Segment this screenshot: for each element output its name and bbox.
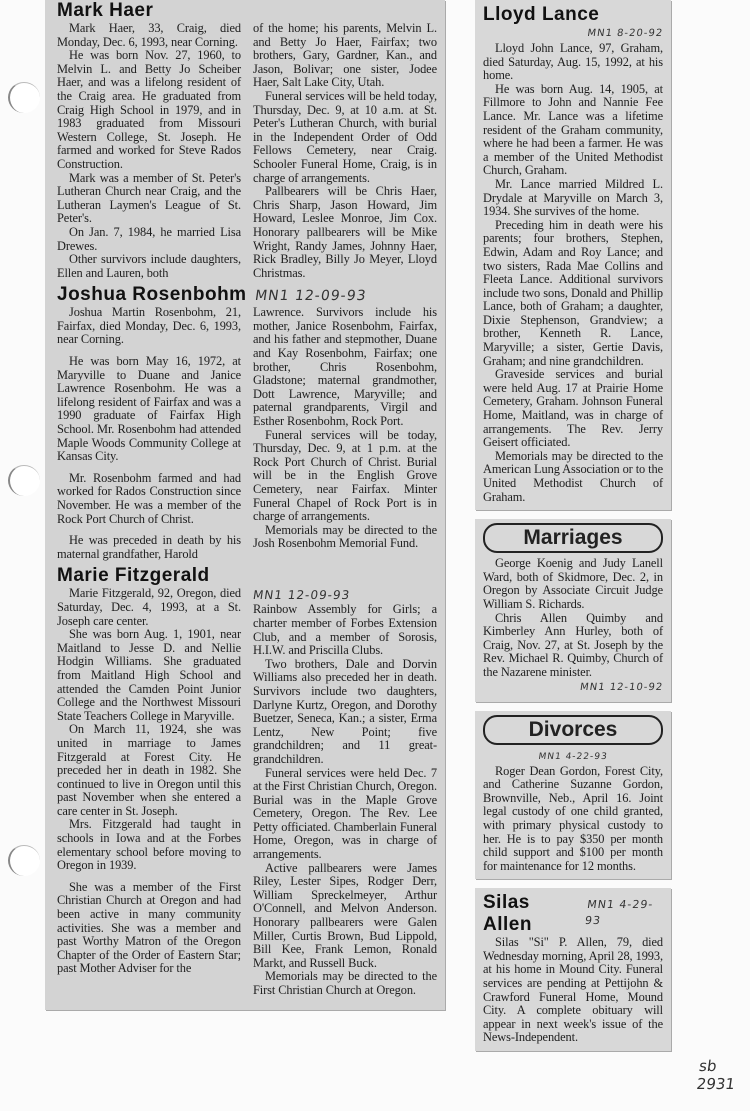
paragraph: Mark was a member of St. Peter's Lutheran Church near Craig, and the Lutheran Laymen's League of St. Peter's. [57,170,241,226]
punch-hole [8,465,40,496]
paragraph: Active pallbearers were James Riley, Lester Sipes, Rodger Derr, William Spreckelmeyer, Arthur O'Connell, and Melvon Anderson. Honorary pallbearers were Galen Miller, Curtis Brown, Bud Lippold, Bill Kee, Frank Lemon, Ronald Markt, and Russell Buck. [253,860,437,970]
headline-joshua-rosenbohm: Joshua Rosenbohm [57,284,247,306]
marie-right-text [253,603,437,997]
handwritten-page-note: sb [697,1057,718,1075]
marie-left-text [57,587,241,976]
paragraph: Mrs. Fitzgerald had taught in schools in Iowa and at the Forbes elementary school before moving to Oregon in 1939. [57,817,241,873]
handwritten-date-note: MN1 12-09-93 [253,288,368,305]
paragraph: He was born May 16, 1972, at Maryville to Duane and Janice Lawrence Rosenbohm. He was a lifelong resident of Fairfax and was a 1990 graduate of Fairfax High School. Mr. Rosenbohm had attended Maple Woods Community College at Kansas City. [57,354,241,464]
handwritten-page-note-block [695,1057,738,1093]
paragraph: She was born Aug. 1, 1901, near Maitland to Jesse D. and Nellie Hodgin Williams. She graduated from Maitland High School and attended the Camden Point Junior College and the Northwest Missouri State Teachers College in Maryville. [57,627,241,723]
marriages-text [483,557,663,679]
paragraph: Funeral services will be held today, Thursday, Dec. 9, at 10 a.m. at St. Peter's Lutheran Church, with burial in the Independent Order of Odd Fellows Cemetery, near Craig. Schooler Funeral Home, Craig, is in charge of arrangements. [253,88,437,185]
paragraph: Other survivors include daughters, Ellen and Lauren, both [57,252,241,280]
paragraph: He was preceded in death by his maternal grandfather, Harold [57,533,241,561]
marriages-clipping [475,519,671,701]
paragraph: Memorials may be directed to the American Lung Association or to the United Methodist Church of Graham. [483,448,663,504]
divorces-clipping [475,711,671,880]
paragraph: Marie Fitzgerald, 92, Oregon, died Saturday, Dec. 4, 1993, at a St. Joseph care center. [57,586,241,628]
obituaries-clipping [45,0,445,1010]
handwritten-page-number: 2931 [695,1075,736,1093]
paragraph: He was born Nov. 27, 1960, to Melvin L. and Betty Jo Scheiber Haer, and was a lifelong resident of the Craig area. He graduated from Craig High School in 1979, and in 1983 graduated from Missouri Western College, St. Joseph. He farmed and worked for Steve Rados Construction. [57,48,241,171]
paragraph: He was born Aug. 14, 1905, at Fillmore to John and Nannie Fee Lance. Mr. Lance was a lifetime resident of the Graham community, where he had been a farmer. He was a member of the United Methodist Church, Graham. [483,81,663,178]
headline-marie-fitzgerald: Marie Fitzgerald [57,565,210,587]
mark-haer-column-right [253,22,437,280]
mark-haer-column-left [57,22,241,280]
obituary-joshua-rosenbohm [57,284,437,561]
lloyd-lance-text [483,42,663,504]
paragraph: Memorials may be directed to the Josh Rosenbohm Memorial Fund. [253,522,437,551]
handwritten-date-note: MN1 12-10-92 [579,681,664,693]
paragraph: Lloyd John Lance, 97, Graham, died Saturday, Aug. 15, 1992, at his home. [483,41,663,83]
paragraph: On March 11, 1924, she was united in marriage to James Fitzgerald at Forest City. He preceded her in death in 1982. She continued to live in Oregon until this past November when she entered a care center in St. Joseph. [57,722,241,818]
paragraph: Pallbearers will be Chris Haer, Chris Sharp, Jason Howard, Jim Howard, Leslee Monroe, Jim Cox. Honorary pallbearers will be Mike Wright, Randy James, Johnny Haer, Rick Bradley, Billy Jo Meyer, Lloyd Christmas. [253,184,437,280]
marriages-heading: Marriages [483,523,663,553]
obituary-marie-fitzgerald [57,565,437,997]
paragraph: Rainbow Assembly for Girls; a charter member of Forbes Extension Club, and a member of Sorosis, H.I.W. and Priscilla Clubs. [253,602,437,658]
right-clippings [475,0,671,1051]
paragraph: George Koenig and Judy Lanell Ward, both of Skidmore, Dec. 2, in Oregon by Associate Circuit Judge William S. Richards. [483,556,663,611]
paragraph: Lawrence. Survivors include his mother, Janice Rosenbohm, Fairfax, and his father and stepmother, Duane and Kay Rosenbohm, Fairfax; one brother, Chris Rosenbohm, Gladstone; maternal grandmother, Dott Lawrence, Maryville; and paternal grandparents, Virgil and Esther Rosenbohm, Rock Port. [253,305,437,429]
headline-mark-haer: Mark Haer [57,0,154,21]
punch-hole [8,82,40,113]
paragraph: Funeral services were held Dec. 7 at the First Christian Church, Oregon. Burial was in the Maple Grove Cemetery, Oregon. The Rev. Lee Petty officiated. Chamberlain Funeral Home, Oregon, was in charge of arrangements. [253,765,437,862]
joshua-column-right [253,306,437,551]
handwritten-date-note: MN1 12-09-93 [252,588,352,603]
silas-allen-text [483,936,663,1045]
paragraph: She was a member of the First Christian Church at Oregon and had been active in many community activities. She was a member and past Worthy Matron of the Oregon Chapter of the Order of Eastern Star; past Mother Adviser for the [57,879,241,976]
paragraph: Joshua Martin Rosenbohm, 21, Fairfax, died Monday, Dec. 6, 1993, near Corning. [57,305,241,347]
paragraph: Preceding him in death were his parents; four brothers, Stephen, Edwin, Adam and Roy Lance; and two sisters, Rada Mae Collins and Fleeta Lance. Additional survivors include two sons, Donald and Phillip Lance, both of Graham; a daughter, Dixie Stephenson, Grandview; a brother, Kenneth R. Lance, Maryville; a sister, Gertie Davis, Graham; and nine grandchildren. [483,217,663,368]
obituary-mark-haer [57,0,437,280]
headline-silas-allen: Silas Allen [483,892,532,936]
paragraph: Graveside services and burial were held Aug. 17 at Prairie Home Cemetery, Graham. Johnson Funeral Home, Maitland, was in charge of arrangements. The Rev. Jerry Geisert officiated. [483,367,663,450]
handwritten-date-note: MN1 4-29-93 [583,898,655,928]
paragraph: of the home; his parents, Melvin L. and Betty Jo Haer, Fairfax; two brothers, Gary, Gardner, Kan., and Jason, Bolivar; one sister, Jodee Haer, Salt Lake City, Utah. [253,21,437,90]
joshua-column-left [57,306,241,561]
paragraph: Mark Haer, 33, Craig, died Monday, Dec. 6, 1993, near Corning. [57,21,241,49]
paragraph: Silas "Si" P. Allen, 79, died Wednesday morning, April 28, 1993, at his home in Mound City. Funeral services are pending at Pettijohn & Crawford Funeral Home, Mound City. A complete obituary will appear in next week's issue of the News-Independent. [483,935,663,1045]
paragraph: Mr. Rosenbohm farmed and had worked for Rados Construction since November. He was a member of the Rock Port Church of Christ. [57,470,241,526]
paragraph: Two brothers, Dale and Dorvin Williams also preceded her in death. Survivors include two daughters, Darlyne Kurtz, Oregon, and Dorothy Buetzer, Seneca, Kan.; a sister, Erma Lentz, New Point; five grandchildren; and 11 great-grandchildren. [253,656,437,766]
lloyd-lance-clipping [475,0,671,510]
handwritten-date-note: MN1 8-20-92 [586,28,664,39]
paragraph: Chris Allen Quimby and Kimberley Ann Hurley, both of Craig, Nov. 27, at St. Joseph by the Rev. Michael R. Quimby, Church of the Nazarene minister. [483,610,663,679]
paragraph: Memorials may be directed to the First Christian Church at Oregon. [253,969,437,997]
silas-allen-clipping [475,888,671,1051]
paragraph: On Jan. 7, 1984, he married Lisa Drewes. [57,224,241,253]
punch-hole [8,845,40,876]
headline-lloyd-lance: Lloyd Lance [483,4,600,25]
divorces-heading: Divorces [483,715,663,745]
handwritten-date-note: MN1 4-22-93 [537,751,609,762]
divorces-text [483,765,663,874]
paragraph: Roger Dean Gordon, Forest City, and Catherine Suzanne Gordon, Brownville, Neb., April 16. Joint legal custody of one child granted, with primary physical custody to her. He is to pay $350 per month child support and $100 per month for maintenance for 12 months. [483,763,663,873]
paragraph: Funeral services will be today, Thursday, Dec. 9, at 1 p.m. at the Rock Port Church of Christ. Burial will be in the English Grove Cemetery, near Fairfax. Minter Funeral Chapel of Rock Port is in charge of arrangements. [253,427,437,524]
paragraph: Mr. Lance married Mildred L. Drydale at Maryville on March 3, 1934. She survives of the home. [483,176,663,219]
marie-column-left [57,587,241,976]
marie-column-right [253,587,437,997]
